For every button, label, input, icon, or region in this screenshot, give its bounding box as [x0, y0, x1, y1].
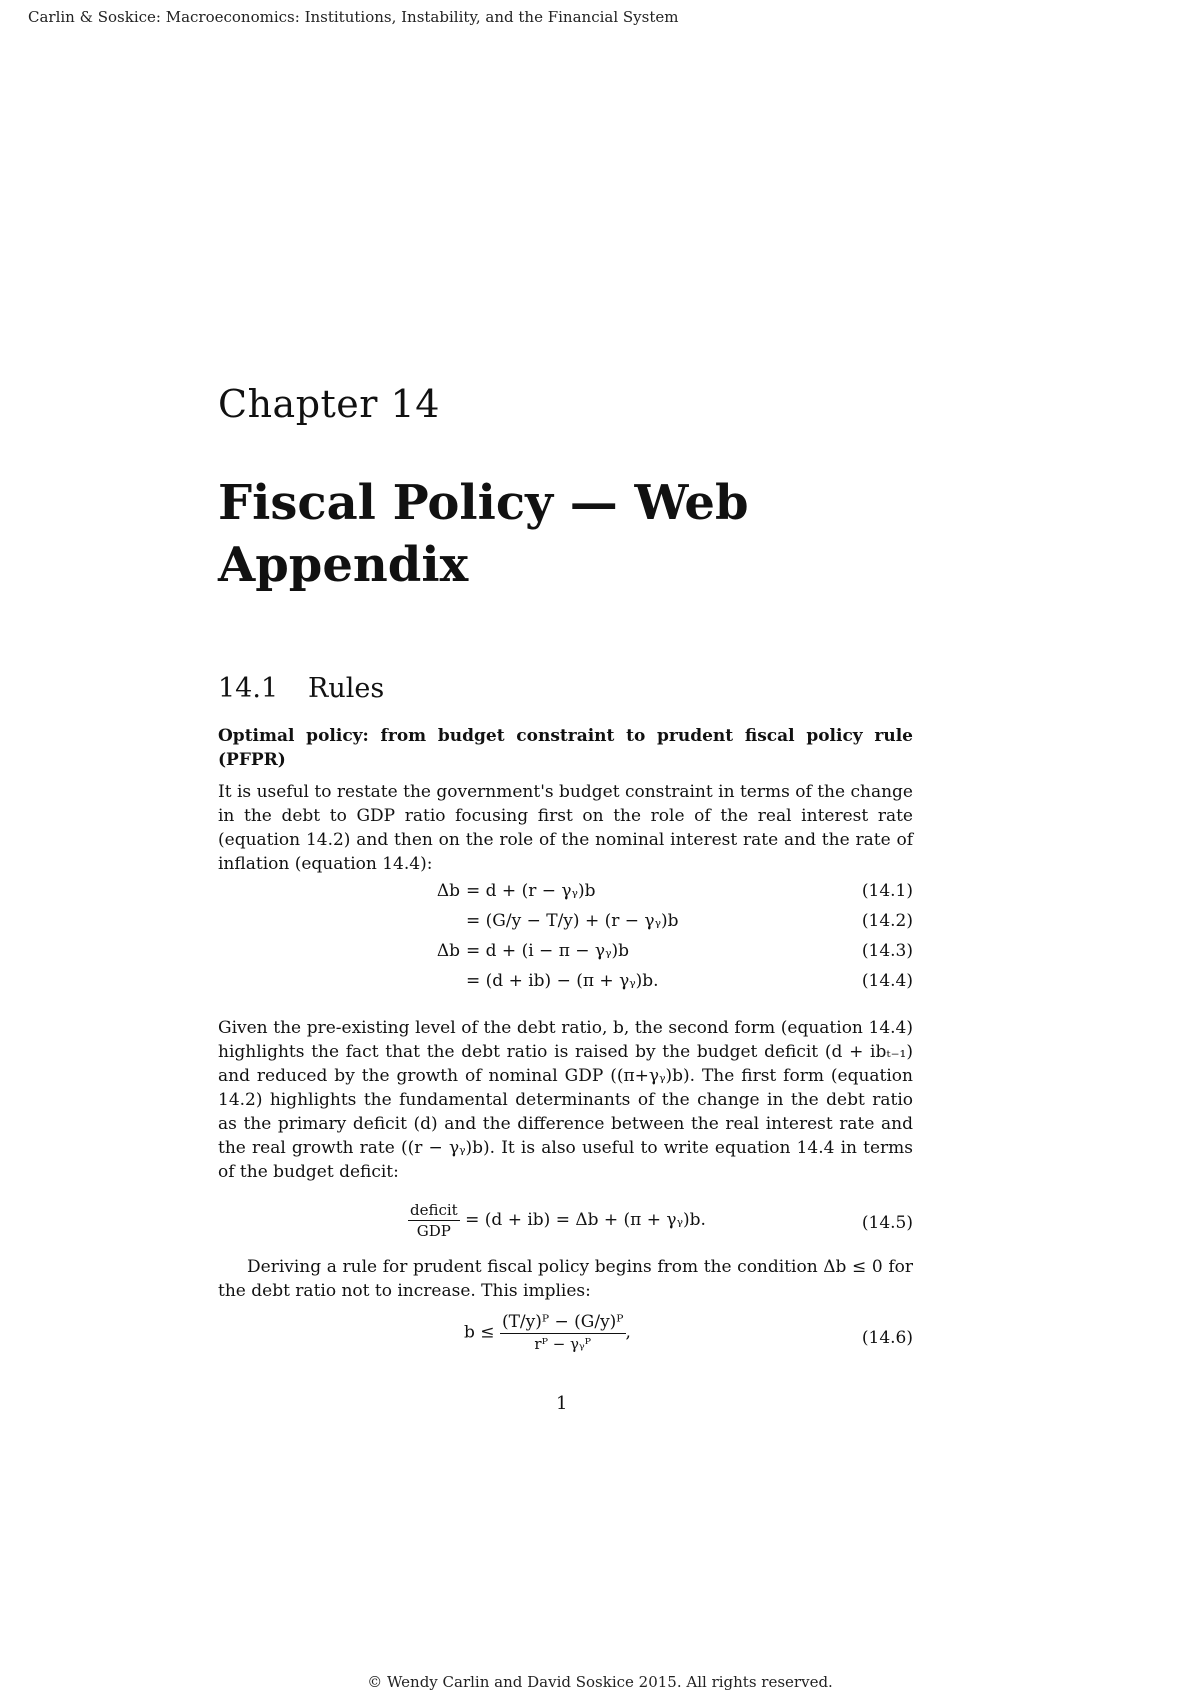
equation-rhs: = d + (i − π − γᵧ)b	[466, 941, 630, 961]
equation-number: (14.1)	[861, 881, 913, 901]
equation-14-3	[218, 941, 913, 971]
section-heading	[218, 673, 384, 704]
equation-14-5	[218, 1201, 913, 1249]
equation-tail: ,	[625, 1322, 631, 1343]
copyright-footer: © Wendy Carlin and David Soskice 2015. All rights reserved.	[367, 1673, 833, 1691]
fraction	[500, 1312, 626, 1353]
running-header: Carlin & Soskice: Macroeconomics: Institutions, Instability, and the Financial System	[28, 8, 679, 26]
paragraph-debt-ratio: Given the pre-existing level of the debt ratio, b, the second form (equation 14.4) highlights the fact that the debt ratio is raised by the budget deficit (d + ibₜ₋₁) and reduced by the growth of nominal GDP ((π+γᵧ)b). The first form (equation 14.2) highlights the fundamental determinants of the change in the debt ratio as the primary deficit (d) and the difference between the real interest rate and the real growth rate ((r − γᵧ)b). It is also useful to write equation 14.4 in terms of the budget deficit:	[218, 1018, 913, 1182]
subsection-heading: Optimal policy: from budget constraint to prudent fiscal policy rule (PFPR)	[218, 726, 913, 770]
equation-lhs: Δb	[436, 941, 460, 961]
equation-rhs: = d + (r − γᵧ)b	[466, 881, 596, 901]
chapter-label: Chapter 14	[218, 382, 440, 426]
equation-14-4	[218, 971, 913, 1001]
equation-rhs: = (G/y − T/y) + (r − γᵧ)b	[466, 911, 679, 931]
equation-number: (14.2)	[861, 911, 913, 931]
section-title: Rules	[308, 673, 385, 704]
equation-14-6	[218, 1312, 913, 1366]
equation-body	[464, 1312, 631, 1353]
fraction-denominator: GDP	[416, 1222, 451, 1240]
paragraph-prudent-rule: Deriving a rule for prudent fiscal policy begins from the condition Δb ≤ 0 for the debt ratio not to increase. This implies:	[218, 1257, 913, 1301]
fraction-numerator: deficit	[410, 1201, 458, 1219]
chapter-title: Fiscal Policy — Web Appendix	[218, 475, 749, 593]
fraction-numerator: (T/y)ᴾ − (G/y)ᴾ	[501, 1312, 624, 1332]
equation-number: (14.6)	[861, 1328, 913, 1348]
equation-number: (14.3)	[861, 941, 913, 961]
page-number: 1	[556, 1393, 568, 1414]
fraction	[408, 1201, 460, 1240]
fraction-denominator: rᴾ − γᵧᴾ	[534, 1335, 592, 1353]
equation-number: (14.4)	[861, 971, 913, 991]
equation-lhs: Δb	[436, 881, 460, 901]
equation-rhs: = (d + ib) − (π + γᵧ)b.	[466, 971, 659, 991]
equation-lhs: b ≤	[464, 1322, 495, 1343]
paragraph-intro: It is useful to restate the government's budget constraint in terms of the change in the debt to GDP ratio focusing first on the role of the real interest rate (equation 14.2) and then on the role of the nominal interest rate and the rate of inflation (equation 14.4):	[218, 782, 913, 874]
section-number: 14.1	[218, 673, 279, 704]
equation-number: (14.5)	[861, 1213, 913, 1233]
equation-14-1	[218, 881, 913, 911]
equation-rhs: = (d + ib) = Δb + (π + γᵧ)b.	[465, 1210, 706, 1230]
equation-14-2	[218, 911, 913, 941]
equation-body	[408, 1201, 706, 1240]
